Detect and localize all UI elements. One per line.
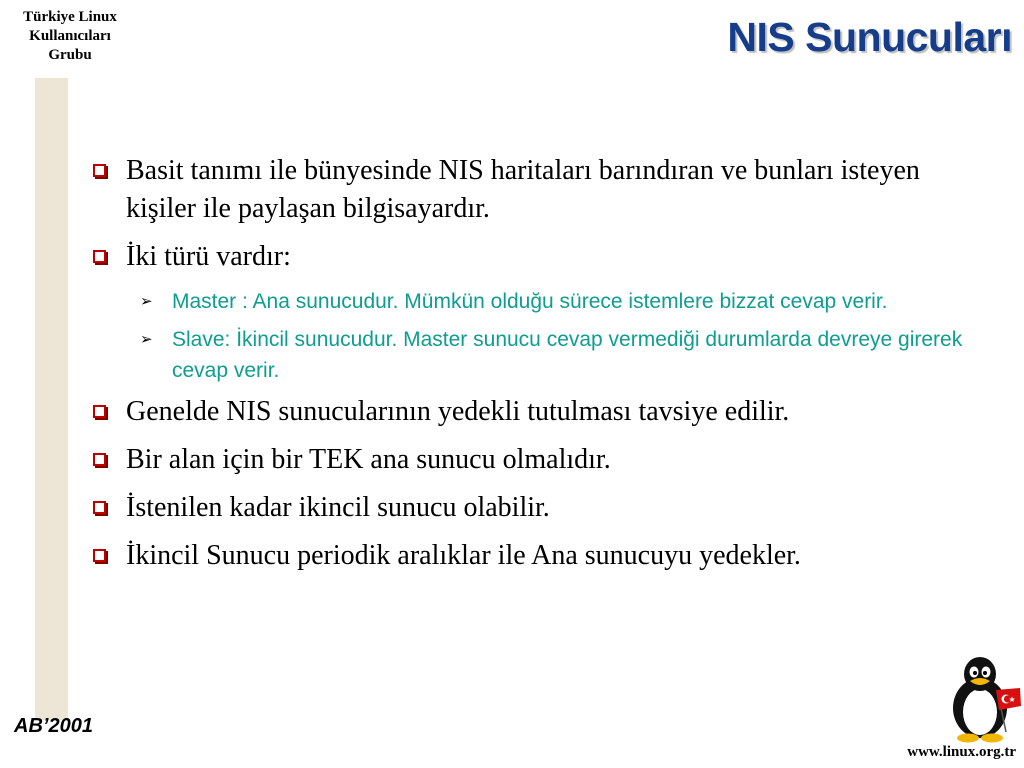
arrowhead-bullet-icon: ➢	[140, 293, 153, 310]
slide-title: NIS Sunucuları	[727, 14, 1012, 60]
organization-name	[0, 8, 140, 65]
sub-bullet-item	[90, 324, 970, 386]
square-bullet-icon	[93, 549, 106, 562]
square-bullet-icon	[93, 250, 106, 263]
tux-penguin-logo-icon	[940, 652, 1024, 744]
bullet-text: İki türü vardır:	[126, 241, 291, 272]
footer-event-label: AB’2001	[14, 715, 93, 737]
bullet-item	[90, 537, 970, 575]
square-bullet-icon	[93, 501, 106, 514]
sub-bullet-item	[90, 286, 970, 317]
org-name-line-3: Grubu	[48, 47, 92, 63]
bullet-text: Genelde NIS sunucularının yedekli tutulması tavsiye edilir.	[126, 396, 790, 427]
sub-bullet-text: Master : Ana sunucudur. Mümkün olduğu sürece istemlere bizzat cevap verir.	[172, 290, 888, 313]
bullet-text: İstenilen kadar ikincil sunucu olabilir.	[126, 492, 550, 523]
arrowhead-bullet-icon: ➢	[140, 331, 153, 348]
bullet-item	[90, 152, 970, 228]
square-bullet-icon	[93, 405, 106, 418]
org-name-line-2: Kullanıcıları	[29, 28, 111, 44]
bullet-text: Bir alan için bir TEK ana sunucu olmalıdır.	[126, 444, 611, 475]
bullet-item	[90, 441, 970, 479]
square-bullet-icon	[93, 453, 106, 466]
bullet-item	[90, 393, 970, 431]
decorative-side-bar	[35, 78, 68, 720]
bullet-item	[90, 489, 970, 527]
bullet-text: İkincil Sunucu periodik aralıklar ile Ana sunucuyu yedekler.	[126, 540, 801, 571]
bullet-text: Basit tanımı ile bünyesinde NIS haritaları barındıran ve bunları isteyen kişiler ile paylaşan bilgisayardır.	[126, 155, 920, 224]
sub-bullet-text: Slave: İkincil sunucudur. Master sunucu cevap vermediği durumlarda devreye girerek cevap verir.	[172, 328, 963, 382]
footer-website-url: www.linux.org.tr	[907, 744, 1016, 760]
org-name-line-1: Türkiye Linux	[23, 9, 117, 25]
square-bullet-icon	[93, 164, 106, 177]
slide-content	[90, 152, 970, 585]
bullet-item	[90, 238, 970, 276]
